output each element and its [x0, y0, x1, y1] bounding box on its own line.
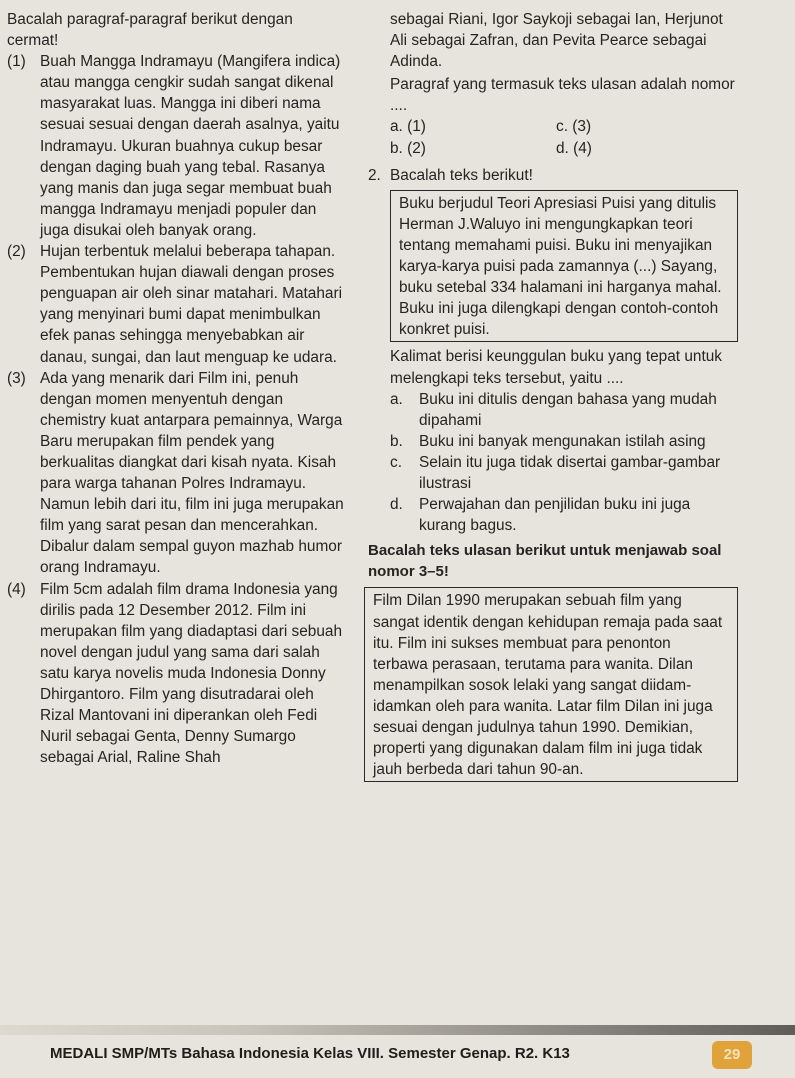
- option-c[interactable]: [556, 116, 656, 137]
- review-text-box: [364, 587, 738, 782]
- left-column: [7, 9, 347, 768]
- paragraph-text: Film 5cm adalah film drama Indonesia yang dirilis pada 12 Desember 2012. Film ini merupakan film yang diadaptasi dari sebuah novel dengan judul yang sama dari salah satu karya novelis muda Indonesia Donny Dhirgantoro. Film yang disutradarai oleh Rizal Mantovani ini diperankan oleh Fedi Nuril sebagai Genta, Denny Sumargo sebagai Arial, Raline Shah: [40, 580, 343, 767]
- section-instruction: Bacalah teks ulasan berikut untuk menjawab soal nomor 3–5!: [368, 542, 722, 581]
- intro-instruction: Bacalah paragraf-paragraf berikut dengan cermat!: [7, 11, 293, 50]
- option-d[interactable]: [556, 138, 656, 159]
- option-b[interactable]: [368, 431, 738, 452]
- paragraph-text: Ada yang menarik dari Film ini, penuh dengan momen menyentuh dengan chemistry kuat antarpara pemainnya, Warga Baru merupakan film pendek yang berkualitas diangkat dari kisah nyata. Kisah para warga tahanan Polres Indramayu. Namun lebih dari itu, film ini juga merupakan film yang sarat pesan dan mencerahkan. Dibalur dalam sempal guyon mazhab humor orang Indramayu.: [40, 369, 344, 577]
- question-2: [368, 165, 738, 186]
- quoted-text: Buku berjudul Teori Apresiasi Puisi yang ditulis Herman J.Waluyo ini mengungkapkan teori tentang memahami puisi. Buku ini menyajikan karya-karya puisi pada zamannya (...) Sayang, buku setebal 334 halamani ini harganya mahal. Buku ini juga dilengkapi dengan contoh-contoh konkret puisi.: [399, 194, 722, 339]
- paragraph-text: Buah Mangga Indramayu (Mangifera indica) atau mangga cengkir sudah sangat dikenal masyarakat luas. Mangga ini diberi nama sesuai sesuai dengan daerah asalnya, yaitu Indramayu. Ukuran buahnya cukup besar dengan daging buah yang tebal. Rasanya yang manis dan juga segar membuat buah mangga Indramayu menjadi populer dan juga disukai oleh banyak orang.: [40, 53, 341, 239]
- question-2-stem: Bacalah teks berikut!: [390, 166, 533, 184]
- option-c[interactable]: [368, 452, 738, 494]
- paragraph-number: (1): [7, 53, 26, 71]
- paragraph-3: [7, 368, 347, 579]
- question-1-stem: Paragraf yang termasuk teks ulasan adalah nomor ....: [390, 76, 735, 115]
- option-text: Perwajahan dan penjilidan buku ini juga kurang bagus.: [419, 496, 691, 535]
- option-text: Buku ini ditulis dengan bahasa yang mudah dipahami: [419, 390, 717, 429]
- paragraph-2: [7, 241, 347, 368]
- option-text: (3): [572, 118, 592, 136]
- paragraph-number: (3): [7, 369, 26, 387]
- option-a[interactable]: [368, 389, 738, 431]
- option-letter: b.: [390, 432, 403, 450]
- option-a[interactable]: [390, 116, 520, 137]
- option-letter: a.: [390, 118, 403, 136]
- option-text: (4): [573, 139, 592, 157]
- page-number: 29: [712, 1041, 752, 1069]
- option-d[interactable]: [368, 494, 738, 536]
- question-number: 2.: [368, 166, 381, 184]
- footer-text: MEDALI SMP/MTs Bahasa Indonesia Kelas VIII. Semester Genap. R2. K13: [50, 1045, 570, 1062]
- paragraph-4-continuation: sebagai Riani, Igor Saykoji sebagai Ian, Herjunot Ali sebagai Zafran, dan Pevita Pearce sebagai Adinda.: [390, 11, 723, 71]
- question-2-question: Kalimat berisi keunggulan buku yang tepat untuk melengkapi teks tersebut, yaitu ....: [390, 348, 722, 387]
- quoted-text-box: [390, 190, 738, 343]
- option-text: (1): [407, 118, 426, 136]
- question-1-options: [368, 116, 738, 158]
- option-letter: d.: [390, 496, 403, 514]
- option-letter: d.: [556, 139, 569, 157]
- option-letter: c.: [556, 118, 568, 136]
- footer-band: [0, 1025, 795, 1035]
- paragraph-number: (4): [7, 580, 26, 598]
- option-text: (2): [407, 139, 426, 157]
- paragraph-number: (2): [7, 243, 26, 261]
- option-text: Buku ini banyak mengunakan istilah asing: [419, 432, 706, 450]
- paragraph-1: [7, 51, 347, 241]
- paragraph-text: Hujan terbentuk melalui beberapa tahapan. Pembentukan hujan diawali dengan proses penguapan air oleh sinar matahari. Matahari yang menyinari bumi dapat menimbulkan efek panas sehingga menyebabkan air danau, sungai, dan laut menguap ke udara.: [40, 243, 343, 366]
- option-letter: b.: [390, 139, 403, 157]
- paragraph-4: [7, 579, 347, 769]
- option-text: Selain itu juga tidak disertai gambar-gambar ilustrasi: [419, 453, 721, 492]
- review-text: Film Dilan 1990 merupakan sebuah film yang sangat identik dengan kehidupan remaja pada saat itu. Film ini sukses membuat para penonton terbawa perasaan, terutama para wanita. Dilan menampilkan sosok lelaki yang sangat diidam-idamkan oleh para wanita. Latar film Dilan ini juga sesuai dengan judulnya tahun 1990. Demikian, properti yang digunakan dalam film ini juga tidak jauh berbeda dari tahun 90-an.: [373, 592, 723, 779]
- option-letter: a.: [390, 390, 403, 408]
- option-letter: c.: [390, 453, 402, 471]
- option-b[interactable]: [390, 138, 520, 159]
- right-column: [368, 9, 738, 782]
